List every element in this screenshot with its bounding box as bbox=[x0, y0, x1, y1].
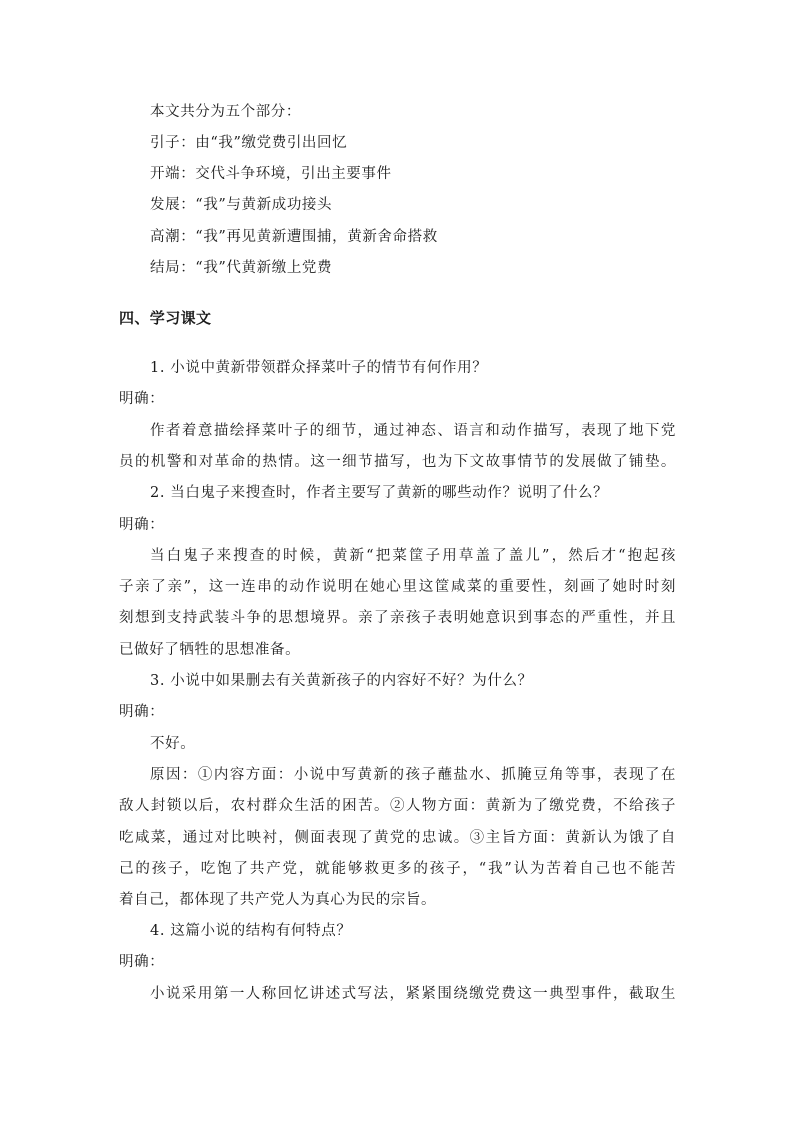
question-1: 1. 小说中黄新带领群众择菜叶子的情节有何作用？ bbox=[150, 360, 488, 376]
answer-2-line-2: 子亲了亲”，这一连串的动作说明在她心里这筐咸菜的重要性，刻画了她时时刻 bbox=[119, 579, 676, 595]
answer-3-line-6: 着自己，都体现了共产党人为真心为民的宗旨。 bbox=[119, 892, 437, 908]
answer-3-line-5: 己的孩子，吃饱了共产党，就能够救更多的孩子，“我”认为苦着自己也不能苦 bbox=[119, 861, 676, 877]
question-4: 4. 这篇小说的结构有何特点？ bbox=[150, 923, 352, 939]
question-2: 2. 当白鬼子来搜查时，作者主要写了黄新的哪些动作？说明了什么？ bbox=[150, 485, 609, 501]
answer-label-1: 明确： bbox=[119, 391, 165, 407]
answer-1-line-2: 员的机警和对革命的热情。这一细节描写，也为下文故事情节的发展做了铺垫。 bbox=[119, 454, 676, 470]
section-title: 四、学习课文 bbox=[119, 309, 212, 327]
answer-3-line-2: 原因：①内容方面：小说中写黄新的孩子蘸盐水、抓腌豆角等事，表现了在 bbox=[150, 767, 676, 783]
answer-label-2: 明确： bbox=[119, 517, 165, 533]
answer-label-4: 明确： bbox=[119, 954, 165, 970]
answer-3-line-1: 不好。 bbox=[150, 736, 196, 752]
structure-part-prologue: 引子：由“我”缴党费引出回忆 bbox=[150, 135, 348, 151]
structure-intro: 本文共分为五个部分： bbox=[150, 104, 301, 120]
structure-part-climax: 高潮：“我”再见黄新遭围捕，黄新舍命搭救 bbox=[150, 229, 438, 245]
structure-part-development: 发展：“我”与黄新成功接头 bbox=[150, 197, 333, 213]
question-3: 3. 小说中如果删去有关黄新孩子的内容好不好？为什么？ bbox=[150, 673, 533, 689]
answer-4-line-1: 小说采用第一人称回忆讲述式写法，紧紧围绕缴党费这一典型事件，截取生 bbox=[150, 986, 676, 1002]
structure-part-beginning: 开端：交代斗争环境，引出主要事件 bbox=[150, 166, 392, 182]
answer-label-3: 明确： bbox=[119, 704, 165, 720]
structure-part-ending: 结局：“我”代黄新缴上党费 bbox=[150, 260, 333, 276]
answer-2-line-4: 已做好了牺牲的思想准备。 bbox=[119, 642, 301, 658]
answer-3-line-3: 敌人封锁以后，农村群众生活的困苦。②人物方面：黄新为了缴党费，不给孩子 bbox=[119, 798, 676, 814]
answer-1-line-1: 作者着意描绘择菜叶子的细节，通过神态、语言和动作描写，表现了地下党 bbox=[150, 423, 676, 439]
answer-3-line-4: 吃咸菜，通过对比映衬，侧面表现了黄党的忠诚。③主旨方面：黄新认为饿了自 bbox=[119, 830, 676, 846]
answer-2-line-1: 当白鬼子来搜查的时候，黄新“把菜筐子用草盖了盖儿”，然后才“抱起孩 bbox=[150, 548, 676, 564]
answer-2-line-3: 刻想到支持武装斗争的思想境界。亲了亲孩子表明她意识到事态的严重性，并且 bbox=[119, 610, 676, 626]
